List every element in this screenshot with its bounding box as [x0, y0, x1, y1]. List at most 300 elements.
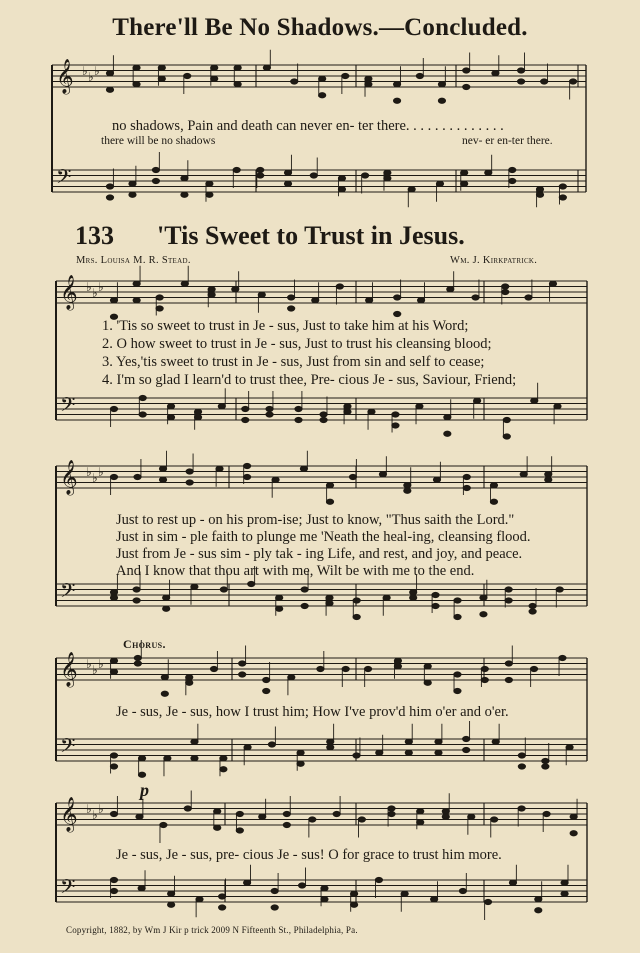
note-head: [556, 587, 563, 592]
note-head: [338, 176, 345, 181]
bass-clef-icon: 𝄢: [60, 875, 76, 903]
note-head: [517, 79, 524, 84]
note-head: [433, 477, 440, 482]
note-head: [106, 71, 113, 76]
note-head: [327, 745, 334, 750]
note-head: [417, 809, 424, 814]
note-head: [342, 666, 349, 671]
note-head: [283, 811, 290, 816]
note-head: [545, 477, 552, 482]
note-head: [244, 745, 251, 750]
note-head: [431, 897, 438, 902]
note-head: [543, 811, 550, 816]
note-head: [263, 688, 270, 693]
note-head: [481, 666, 488, 671]
copyright-notice: Copyright, 1882, by Wm J Kir p trick 2009 N Fifteenth St., Philadelphia, Pa.: [66, 925, 358, 935]
note-head: [566, 745, 573, 750]
note-head: [268, 742, 275, 747]
note-head: [106, 184, 113, 189]
note-head: [288, 295, 295, 300]
note-head: [336, 284, 343, 289]
note-head: [379, 472, 386, 477]
bass-clef-icon: 𝄢: [60, 393, 76, 421]
note-head: [388, 811, 395, 816]
flat-icon: ♭: [82, 64, 88, 78]
note-head: [569, 79, 576, 84]
note-head: [541, 79, 548, 84]
note-head: [214, 825, 221, 830]
note-head: [239, 672, 246, 677]
note-head: [509, 880, 516, 885]
note-head: [502, 289, 509, 294]
note-head: [263, 677, 270, 682]
note-head: [276, 595, 283, 600]
verse-2-line-2: Just in sim - ple faith to plunge me 'Neath the heal-ing, cleansing flood.: [116, 529, 531, 545]
note-head: [164, 756, 171, 761]
note-head: [525, 295, 532, 300]
note-head: [160, 822, 167, 827]
note-head: [133, 587, 140, 592]
note-head: [232, 287, 239, 292]
note-head: [110, 877, 117, 882]
note-head: [129, 181, 136, 186]
note-head: [459, 888, 466, 893]
note-head: [393, 82, 400, 87]
note-head: [168, 902, 175, 907]
note-head: [196, 897, 203, 902]
note-head: [327, 739, 334, 744]
chorus-line-2: Je - sus, Je - sus, pre- cious Je - sus! O for grace to trust him more.: [116, 847, 502, 863]
note-head: [181, 176, 188, 181]
page-title: There'll Be No Shadows.—Concluded.: [112, 14, 528, 41]
note-head: [191, 739, 198, 744]
note-head: [266, 412, 273, 417]
note-head: [435, 750, 442, 755]
note-head: [317, 666, 324, 671]
note-head: [338, 187, 345, 192]
note-head: [490, 499, 497, 504]
note-head: [161, 675, 168, 680]
note-head: [447, 287, 454, 292]
note-head: [298, 883, 305, 888]
note-head: [463, 485, 470, 490]
note-head: [258, 292, 265, 297]
note-head: [545, 472, 552, 477]
bass-clef-icon: 𝄢: [56, 165, 72, 193]
note-head: [376, 750, 383, 755]
note-head: [570, 831, 577, 836]
flat-icon: ♭: [98, 280, 104, 294]
note-head: [136, 814, 143, 819]
note-head: [134, 661, 141, 666]
note-head: [520, 472, 527, 477]
note-head: [236, 811, 243, 816]
note-head: [186, 680, 193, 685]
treble-clef-icon: 𝄞: [56, 59, 74, 94]
treble-clef-icon: 𝄞: [60, 797, 78, 832]
note-head: [509, 178, 516, 183]
note-head: [234, 65, 241, 70]
note-head: [194, 409, 201, 414]
note-head: [353, 598, 360, 603]
note-head: [138, 886, 145, 891]
note-head: [244, 474, 251, 479]
note-head: [168, 891, 175, 896]
note-head: [186, 675, 193, 680]
note-head: [444, 415, 451, 420]
note-head: [401, 891, 408, 896]
note-head: [505, 677, 512, 682]
note-head: [219, 905, 226, 910]
note-head: [300, 466, 307, 471]
note-head: [442, 809, 449, 814]
note-head: [216, 466, 223, 471]
note-head: [365, 76, 372, 81]
note-head: [321, 886, 328, 891]
note-head: [297, 761, 304, 766]
note-head: [138, 756, 145, 761]
note-head: [211, 76, 218, 81]
note-head: [110, 888, 117, 893]
note-head: [535, 908, 542, 913]
note-head: [518, 806, 525, 811]
note-head: [559, 195, 566, 200]
flat-icon: ♭: [98, 802, 104, 816]
note-head: [110, 669, 117, 674]
note-head: [408, 187, 415, 192]
note-head: [394, 658, 401, 663]
note-head: [234, 82, 241, 87]
note-head: [211, 65, 218, 70]
note-head: [492, 71, 499, 76]
note-head: [505, 598, 512, 603]
note-head: [220, 756, 227, 761]
treble-clef-icon: 𝄞: [60, 652, 78, 687]
note-head: [167, 404, 174, 409]
note-head: [561, 880, 568, 885]
verse-4-line-1: 4. I'm so glad I learn'd to trust thee, Pre- cious Je - sus, Saviour, Friend;: [102, 372, 517, 388]
note-head: [320, 412, 327, 417]
note-head: [233, 167, 240, 172]
note-head: [468, 814, 475, 819]
verse-1-line-2: Just to rest up - on his prom-ise; Just to know, "Thus saith the Lord.": [116, 512, 515, 528]
note-head: [502, 284, 509, 289]
note-head: [472, 295, 479, 300]
note-head: [361, 173, 368, 178]
treble-clef-icon: 𝄞: [60, 275, 78, 310]
note-head: [463, 84, 470, 89]
note-head: [463, 474, 470, 479]
note-head: [152, 167, 159, 172]
verse-3-line-1: 3. Yes,'tis sweet to trust in Je - sus, Just from sin and self to cease;: [102, 354, 485, 370]
note-head: [536, 192, 543, 197]
note-head: [159, 466, 166, 471]
note-head: [295, 417, 302, 422]
concluded-lyric-main: no shadows, Pain and death can never en- ter there. . . . . . . . . . . . . .: [112, 118, 504, 134]
note-head: [159, 477, 166, 482]
note-head: [220, 587, 227, 592]
note-head: [394, 664, 401, 669]
treble-clef-icon: 𝄞: [60, 460, 78, 495]
note-head: [417, 820, 424, 825]
note-head: [244, 463, 251, 468]
note-head: [242, 417, 249, 422]
note-head: [416, 73, 423, 78]
bass-clef-icon: 𝄢: [60, 734, 76, 762]
note-head: [542, 758, 549, 763]
note-head: [364, 666, 371, 671]
note-head: [272, 477, 279, 482]
note-head: [529, 609, 536, 614]
note-head: [301, 603, 308, 608]
note-head: [509, 167, 516, 172]
note-head: [284, 181, 291, 186]
note-head: [326, 595, 333, 600]
note-head: [283, 822, 290, 827]
note-head: [490, 483, 497, 488]
note-head: [518, 753, 525, 758]
flat-icon: ♭: [94, 64, 100, 78]
note-head: [326, 483, 333, 488]
note-head: [181, 281, 188, 286]
note-head: [139, 395, 146, 400]
note-head: [424, 680, 431, 685]
note-head: [167, 415, 174, 420]
note-head: [492, 739, 499, 744]
note-head: [288, 306, 295, 311]
note-head: [388, 806, 395, 811]
note-head: [394, 295, 401, 300]
note-head: [184, 806, 191, 811]
note-head: [353, 753, 360, 758]
note-head: [461, 170, 468, 175]
flat-icon: ♭: [98, 465, 104, 479]
note-head: [542, 764, 549, 769]
note-head: [461, 181, 468, 186]
note-head: [309, 817, 316, 822]
note-head: [518, 764, 525, 769]
note-head: [110, 406, 117, 411]
note-head: [454, 614, 461, 619]
flat-icon: ♭: [98, 657, 104, 671]
note-head: [106, 87, 113, 92]
note-head: [344, 404, 351, 409]
note-head: [484, 899, 491, 904]
note-head: [454, 688, 461, 693]
note-head: [326, 601, 333, 606]
note-head: [438, 82, 445, 87]
note-head: [392, 412, 399, 417]
flat-icon: ♭: [86, 657, 92, 671]
note-head: [257, 167, 264, 172]
note-head: [375, 877, 382, 882]
note-head: [186, 469, 193, 474]
note-head: [214, 809, 221, 814]
note-head: [394, 311, 401, 316]
note-head: [271, 905, 278, 910]
note-head: [291, 79, 298, 84]
verse-1-line-1: 1. 'Tis so sweet to trust in Je - sus, Just to take him at his Word;: [102, 318, 469, 334]
note-head: [480, 612, 487, 617]
note-head: [342, 73, 349, 78]
note-head: [133, 82, 140, 87]
hymn-title: 'Tis Sweet to Trust in Jesus.: [157, 221, 465, 250]
flat-icon: ♭: [86, 465, 92, 479]
note-head: [163, 606, 170, 611]
note-head: [444, 431, 451, 436]
note-head: [191, 584, 198, 589]
note-head: [480, 595, 487, 600]
note-head: [365, 82, 372, 87]
note-head: [384, 176, 391, 181]
note-head: [344, 409, 351, 414]
note-head: [156, 295, 163, 300]
note-head: [404, 483, 411, 488]
note-head: [266, 406, 273, 411]
note-head: [152, 178, 159, 183]
note-head: [271, 888, 278, 893]
flat-icon: ♭: [86, 280, 92, 294]
note-head: [549, 281, 556, 286]
flat-icon: ♭: [92, 286, 98, 300]
note-head: [133, 65, 140, 70]
note-head: [110, 811, 117, 816]
note-head: [505, 661, 512, 666]
note-head: [424, 664, 431, 669]
note-head: [529, 603, 536, 608]
note-head: [133, 598, 140, 603]
note-head: [559, 655, 566, 660]
note-head: [436, 181, 443, 186]
note-head: [110, 753, 117, 758]
note-head: [454, 598, 461, 603]
note-head: [554, 404, 561, 409]
note-head: [349, 474, 356, 479]
note-head: [259, 814, 266, 819]
note-head: [570, 814, 577, 819]
note-head: [410, 595, 417, 600]
note-head: [474, 398, 481, 403]
music-credit: Wm. J. Kirkpatrick.: [450, 255, 538, 266]
note-head: [393, 98, 400, 103]
note-head: [236, 828, 243, 833]
note-head: [310, 173, 317, 178]
note-head: [110, 298, 117, 303]
note-head: [366, 298, 373, 303]
note-head: [319, 93, 326, 98]
note-head: [134, 474, 141, 479]
note-head: [210, 666, 217, 671]
note-head: [206, 192, 213, 197]
note-head: [438, 98, 445, 103]
note-head: [110, 658, 117, 663]
note-head: [503, 417, 510, 422]
note-head: [208, 292, 215, 297]
note-head: [186, 480, 193, 485]
chorus-label: Chorus.: [123, 637, 166, 651]
note-head: [133, 281, 140, 286]
note-head: [333, 811, 340, 816]
note-head: [248, 581, 255, 586]
note-head: [368, 409, 375, 414]
flat-icon: ♭: [86, 802, 92, 816]
note-head: [184, 73, 191, 78]
note-head: [312, 298, 319, 303]
note-head: [320, 417, 327, 422]
flat-icon: ♭: [88, 70, 94, 84]
note-head: [432, 592, 439, 597]
note-head: [219, 894, 226, 899]
note-head: [405, 739, 412, 744]
note-head: [191, 756, 198, 761]
note-head: [158, 65, 165, 70]
note-head: [416, 404, 423, 409]
note-head: [257, 173, 264, 178]
note-head: [481, 677, 488, 682]
note-head: [163, 595, 170, 600]
hymn-number: 133: [75, 221, 114, 250]
note-head: [561, 891, 568, 896]
words-credit: Mrs. Louisa M. R. Stead.: [76, 255, 191, 266]
dynamic-marking: p: [140, 780, 149, 800]
note-head: [559, 184, 566, 189]
note-head: [432, 603, 439, 608]
verse-3-line-2: Just from Je - sus sim - ply tak - ing Life, and rest, and joy, and peace.: [116, 546, 523, 562]
note-head: [410, 590, 417, 595]
note-head: [301, 587, 308, 592]
bass-clef-icon: 𝄢: [60, 579, 76, 607]
note-head: [503, 434, 510, 439]
note-head: [110, 590, 117, 595]
note-head: [218, 404, 225, 409]
note-head: [350, 891, 357, 896]
note-head: [288, 675, 295, 680]
note-head: [326, 499, 333, 504]
note-head: [134, 655, 141, 660]
note-head: [161, 691, 168, 696]
note-head: [405, 750, 412, 755]
flat-icon: ♭: [92, 808, 98, 822]
flat-icon: ♭: [92, 471, 98, 485]
note-head: [384, 170, 391, 175]
note-head: [139, 412, 146, 417]
concluded-lyric-left: there will be no shadows: [101, 135, 216, 147]
note-head: [110, 474, 117, 479]
note-head: [295, 406, 302, 411]
note-head: [404, 488, 411, 493]
note-head: [106, 195, 113, 200]
note-head: [194, 415, 201, 420]
note-head: [206, 181, 213, 186]
note-head: [239, 661, 246, 666]
note-head: [530, 666, 537, 671]
note-head: [321, 897, 328, 902]
note-head: [383, 595, 390, 600]
note-head: [276, 606, 283, 611]
note-head: [463, 747, 470, 752]
note-head: [110, 764, 117, 769]
note-head: [442, 814, 449, 819]
note-head: [417, 298, 424, 303]
note-head: [531, 398, 538, 403]
note-head: [435, 739, 442, 744]
verse-4-line-2: And I know that thou art with me, Wilt be with me to the end.: [116, 563, 475, 579]
note-head: [350, 902, 357, 907]
note-head: [284, 170, 291, 175]
note-head: [463, 68, 470, 73]
note-head: [358, 817, 365, 822]
note-head: [110, 595, 117, 600]
